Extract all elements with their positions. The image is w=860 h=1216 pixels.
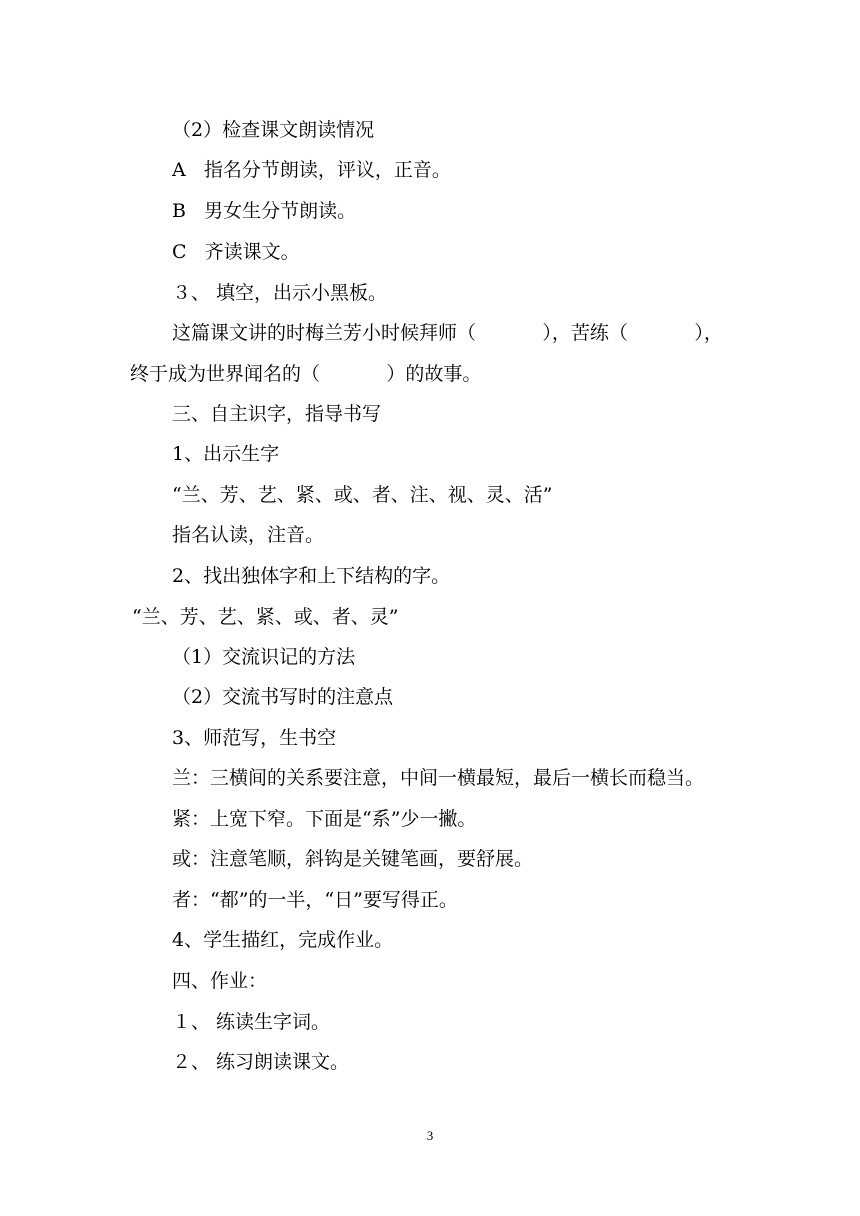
text-line: 者：“都”的一半，“日”要写得正。 (172, 889, 458, 911)
text-line: 终于成为世界闻名的（ ）的故事。 (130, 363, 482, 385)
page-number: 3 (426, 1128, 434, 1143)
section-heading: 四、作业： (172, 970, 268, 992)
text-line: ３、 填空，出示小黑板。 (172, 282, 388, 304)
text-line: 4、学生描红，完成作业。 (172, 929, 394, 951)
text-line: 或：注意笔顺，斜钩是关键笔画，要舒展。 (172, 848, 534, 870)
text-line: 1、出示生字 (172, 443, 280, 465)
text-line: 3、师范写，生书空 (172, 727, 337, 749)
text-line: （2）交流书写时的注意点 (172, 686, 394, 708)
text-line: “兰、芳、艺、紧、或、者、注、视、灵、活” (172, 484, 553, 506)
text-line: “兰、芳、艺、紧、或、者、灵” (132, 606, 399, 628)
text-line: １、 练读生字词。 (172, 1011, 331, 1033)
text-line: （2）检查课文朗读情况 (172, 119, 375, 141)
text-line: 指名认读，注音。 (172, 524, 325, 546)
text-line: （1）交流识记的方法 (172, 646, 356, 668)
text-line: 紧：上宽下窄。下面是“系”少一撇。 (172, 808, 477, 830)
text-line: 兰：三横间的关系要注意，中间一横最短，最后一横长而稳当。 (172, 767, 705, 789)
text-line: 2、找出独体字和上下结构的字。 (172, 565, 451, 587)
section-heading: 三、自主识字，指导书写 (172, 403, 382, 425)
text-line: ２、 练习朗读课文。 (172, 1051, 350, 1073)
text-line: B 男女生分节朗读。 (172, 200, 357, 222)
text-line: C 齐读课文。 (172, 241, 300, 263)
text-line: 这篇课文讲的时梅兰芳小时候拜师（ ），苦练（ ）， (172, 322, 723, 344)
text-line: A 指名分节朗读，评议，正音。 (172, 159, 451, 181)
